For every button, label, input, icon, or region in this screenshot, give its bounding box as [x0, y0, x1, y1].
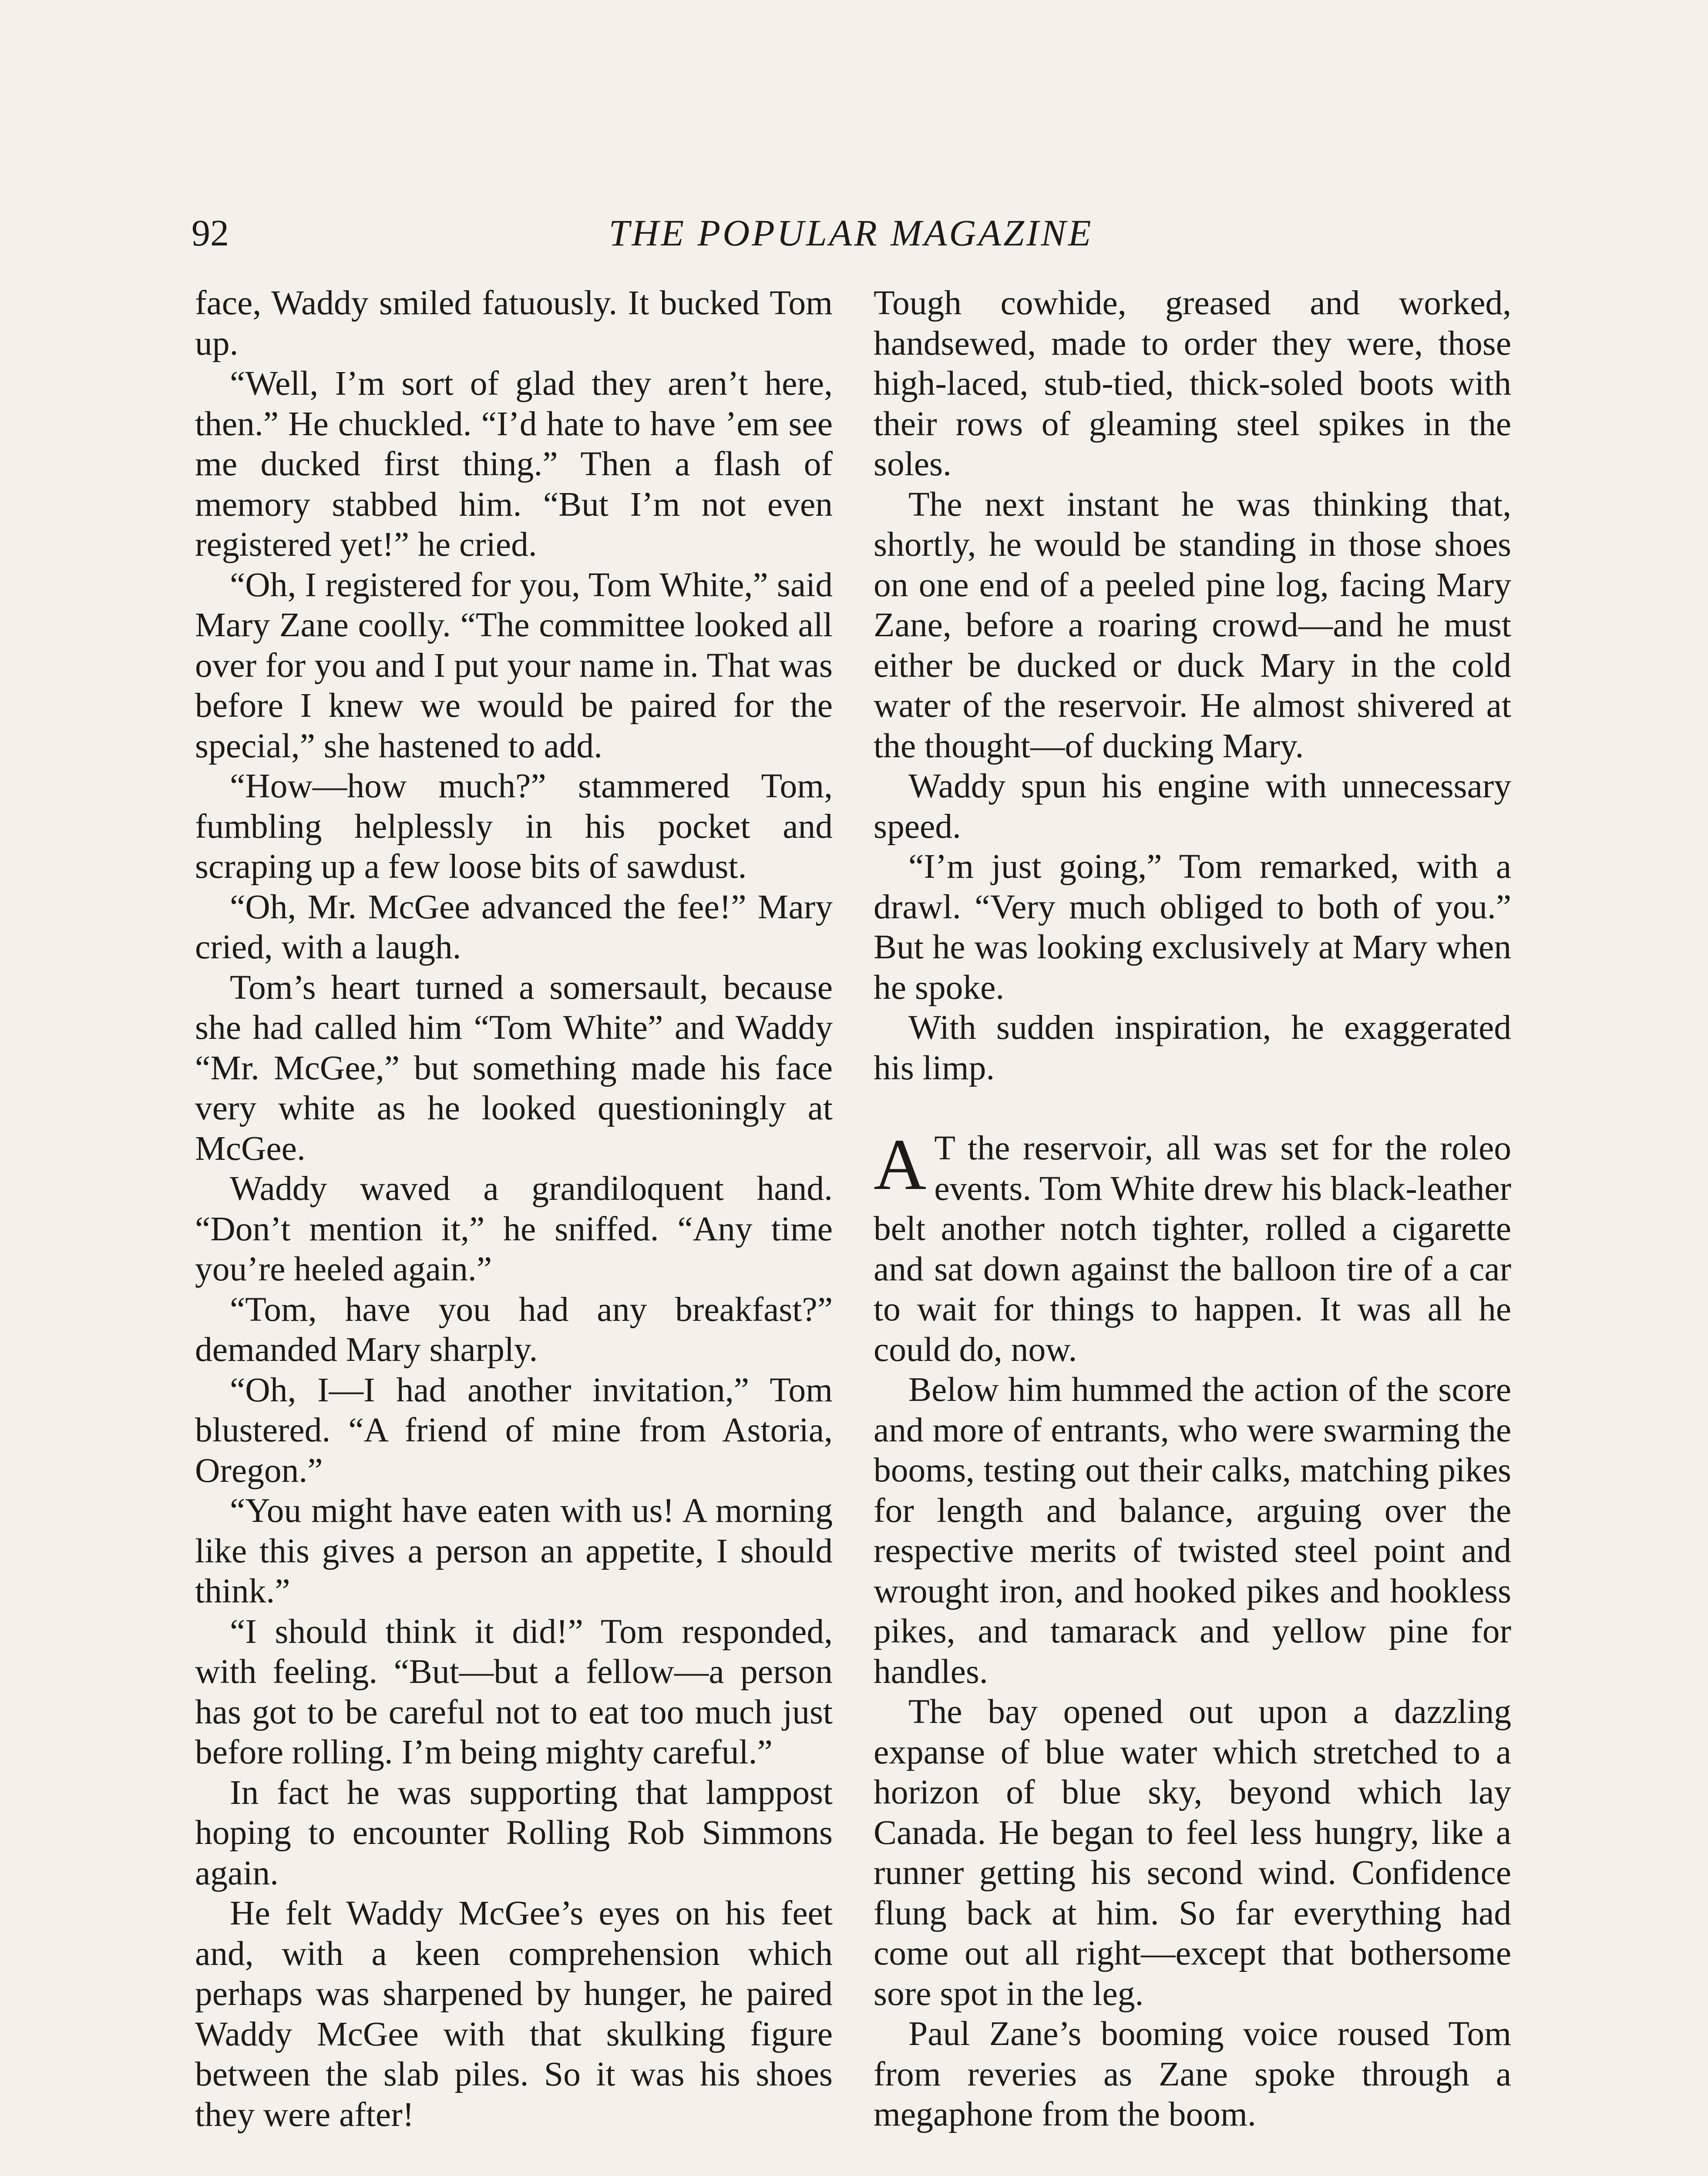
paragraph-text: T the reservoir, all was set for the roleo events. Tom White drew his black-leather belt another notch tighter, rolled a cigarette and sat down against the balloon tire of a car to wait for things to happen. It was all he could do, now. [874, 1129, 1511, 1369]
paragraph: “Oh, I registered for you, Tom White,” said Mary Zane coolly. “The committee looked all over for you and I put your name in. That was before I knew we would be paired for the special,” she hastened to add. [195, 565, 833, 765]
paragraph: Waddy waved a grandiloquent hand. “Don’t mention it,” he sniffed. “Any time you’re heeled again.” [195, 1169, 833, 1288]
paragraph: Paul Zane’s booming voice roused Tom from reveries as Zane spoke through a megaphone from the boom. [874, 2015, 1511, 2133]
paragraph: “How—how much?” stammered Tom, fumbling helplessly in his pocket and scraping up a few loose bits of sawdust. [195, 767, 833, 886]
paragraph: The bay opened out upon a dazzling expanse of blue water which stretched to a horizon of blue sky, beyond which lay Canada. He began to feel less hungry, like a runner getting his second wind. Confidence flung back at him. So far everything had come out all right—except that bothersome sore spot in the leg. [874, 1692, 1511, 2013]
paragraph: face, Waddy smiled fatuously. It bucked Tom up. [195, 284, 833, 363]
paragraph: Tom’s heart turned a somersault, because she had called him “Tom White” and Waddy “Mr. McGee,” but something made his face very white as he looked questioningly at McGee. [195, 968, 833, 1168]
paragraph: “I’m just going,” Tom remarked, with a drawl. “Very much obliged to both of you.” But he was looking exclusively at Mary when he spoke. [874, 847, 1511, 1007]
paragraph: With sudden inspiration, he exaggerated his limp. [874, 1008, 1511, 1087]
paragraph: “Oh, Mr. McGee advanced the fee!” Mary cried, with a laugh. [195, 887, 833, 966]
paragraph: “I should think it did!” Tom responded, with feeling. “But—but a fellow—a person has got to be careful not to eat too much just before rolling. I’m being mighty careful.” [195, 1612, 833, 1771]
running-title: THE POPULAR MAGAZINE [609, 212, 1093, 254]
paragraph: “You might have eaten with us! A morning like this gives a person an appetite, I should think.” [195, 1491, 833, 1610]
section-break [874, 1088, 1511, 1128]
right-column [874, 283, 1511, 2135]
paragraph: “Tom, have you had any breakfast?” demanded Mary sharply. [195, 1290, 833, 1369]
paragraph: He felt Waddy McGee’s eyes on his feet and, with a keen comprehension which perhaps was sharpened by hunger, he paired Waddy McGee with that skulking figure between the slab piles. So it was his shoes they were after! [195, 1894, 833, 2134]
left-column [195, 283, 833, 2135]
paragraph: The next instant he was thinking that, shortly, he would be standing in those shoes on one end of a peeled pine log, facing Mary Zane, before a roaring crowd—and he must either be ducked or duck Mary in the cold water of the reservoir. He almost shivered at the thought—of ducking Mary. [874, 485, 1511, 765]
paragraph: In fact he was supporting that lamppost hoping to encounter Rolling Rob Simmons again. [195, 1773, 833, 1892]
paragraph: “Well, I’m sort of glad they aren’t here, then.” He chuckled. “I’d hate to have ’em see me ducked first thing.” Then a flash of memory stabbed him. “But I’m not even registered yet!” he cried. [195, 364, 833, 564]
paragraph: “Oh, I—I had another invitation,” Tom blustered. “A friend of mine from Astoria, Oregon.” [195, 1370, 833, 1490]
paragraph: Tough cowhide, greased and worked, handsewed, made to order they were, those high-laced, stub-tied, thick-soled boots with their rows of gleaming steel spikes in the soles. [874, 284, 1511, 483]
paragraph: Below him hummed the action of the score and more of entrants, who were swarming the booms, testing out their calks, matching pikes for length and balance, arguing over the respective merits of twisted steel point and wrought iron, and hooked pikes and hookless pikes, and tamarack and yellow pine for handles. [874, 1370, 1511, 1691]
page-number: 92 [192, 212, 229, 254]
page-header [192, 205, 1510, 261]
section-opening-paragraph [874, 1124, 1511, 1370]
drop-cap: A [874, 1124, 927, 1205]
paragraph: Waddy spun his engine with unnecessary speed. [874, 767, 1511, 846]
